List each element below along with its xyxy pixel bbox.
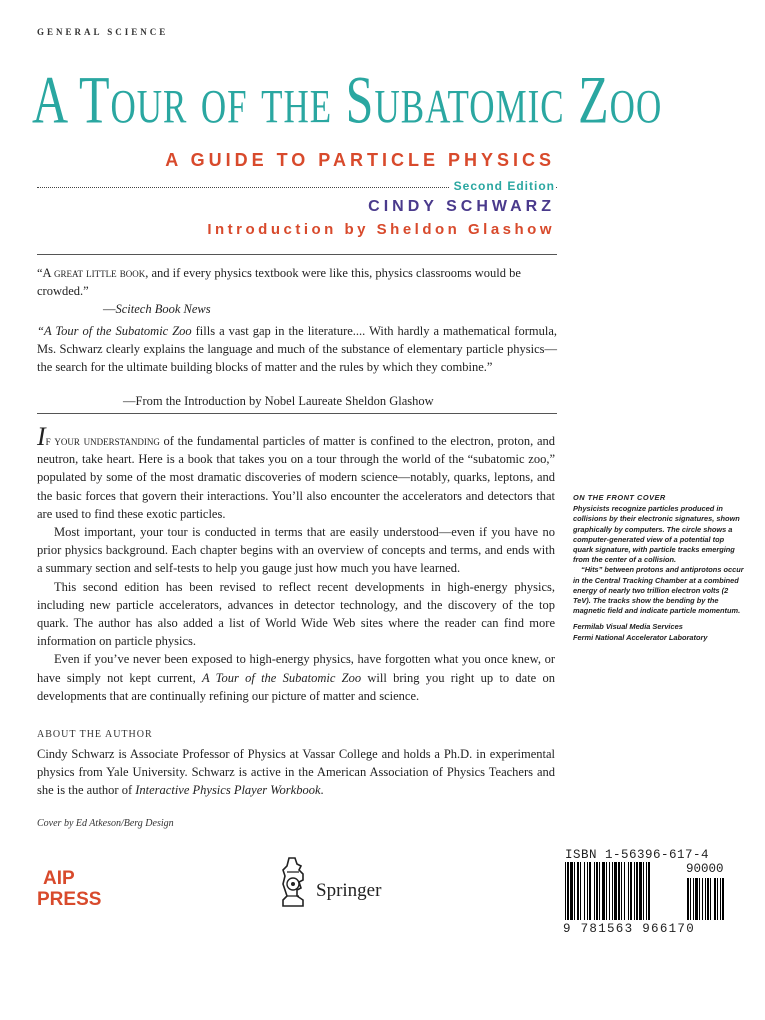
barcode-bar: [699, 878, 700, 920]
book-description: [37, 422, 555, 705]
ean-number: 9 781563 966170: [563, 922, 696, 936]
aip-logo-line1: AIP: [43, 868, 75, 889]
paragraph-text: Even if you’ve never been exposed to high-energy physics, have forgotten what you once knew, or have simply not kept current,: [37, 652, 555, 685]
barcode-bar: [636, 862, 638, 920]
barcode-bar: [690, 878, 691, 920]
quote-1-attribution: [103, 300, 211, 318]
barcode-bar: [639, 862, 642, 920]
description-paragraph-3: This second edition has been revised to reflect recent developments in high-energy physics, including new particle accelerators, advances in detector technology, and the discovery of the top quark. The author has also added a list of World Wide Web sites where the reader can find more information on particle physics.: [37, 579, 555, 649]
barcode-bar: [565, 862, 566, 920]
barcode-bar: [587, 862, 588, 920]
attribution-dash: —: [103, 302, 116, 316]
book-title-inline: A Tour of the Subatomic Zoo: [201, 670, 362, 685]
barcode-bar: [628, 862, 629, 920]
aip-logo-line2: PRESS: [37, 889, 101, 908]
quote-lead: “A great little book: [37, 266, 146, 280]
quote-text: , and if every physics textbook were like this, physics classrooms would be crowded.”: [37, 266, 521, 298]
sidebar-credit-2: Fermi National Accelerator Laboratory: [573, 632, 708, 642]
barcode-bar: [717, 878, 718, 920]
springer-wordmark: Springer: [316, 880, 382, 901]
barcode-bar: [584, 862, 585, 920]
springer-knight-icon: [277, 856, 309, 908]
barcode-bar: [705, 878, 706, 920]
middle-divider: [37, 413, 557, 414]
barcode-bar: [606, 862, 607, 920]
barcode-bar: [580, 862, 581, 920]
barcode-bar: [707, 878, 709, 920]
drop-cap: I: [37, 422, 46, 451]
barcode-bar: [695, 878, 698, 920]
barcode-bar: [630, 862, 632, 920]
barcode-bar: [612, 862, 613, 920]
review-quote-2: [37, 322, 557, 376]
paragraph-text: of the fundamental particles of matter is confined to the electron, proton, and neutron, take heart. Here is a book that takes you on a tour through the world of the “subatomic zoo,” populated by some of the most dramatic discoveries of modern science—notably, quarks, leptons, and the basic forces that govern their interactions. You’ll also encounter the accelerators and detectors that are used to find these exotic particles.: [37, 434, 555, 521]
barcode-bar: [722, 878, 724, 920]
sidebar-heading: ON THE FRONT COVER: [573, 493, 666, 502]
barcode-bar: [621, 862, 622, 920]
barcode-bar: [589, 862, 591, 920]
barcode-bar: [646, 862, 647, 920]
review-quote-1: [37, 264, 557, 300]
about-text: Cindy Schwarz is Associate Professor of Physics at Vassar College and holds a Ph.D. in experimental physics from Yale University. Schwarz is active in the American Association of Physics Teachers and she is the author of: [37, 747, 555, 798]
author-name: CINDY SCHWARZ: [368, 198, 555, 215]
description-paragraph-4: [37, 650, 555, 705]
description-paragraph-1: [37, 422, 555, 523]
barcode-bar: [710, 878, 711, 920]
paragraph-text-end: will bring you right up to date on developments that are continually refining our picture of matter and science.: [37, 670, 555, 703]
front-cover-note: [573, 493, 745, 643]
quote-lead: “A Tour of the Subatomic Zoo: [37, 324, 192, 338]
aip-press-logo: [37, 866, 101, 908]
category-label: GENERAL SCIENCE: [37, 27, 169, 37]
isbn-number: ISBN 1-56396-617-4: [565, 848, 710, 862]
top-divider: [37, 254, 557, 255]
sidebar-paragraph-2: “Hits” between protons and antiprotons occur in the Central Tracking Chamber at a combined energy of nearly two trillion electron volts (2 TeV). The tracks show the bending by the magnetic field and indicate particle momentum.: [573, 565, 744, 616]
sidebar-paragraph-1: Physicists recognize particles produced in collisions by their electronic signatures, shown graphically by computers. The circle shows a computer-generated view of a potential top quark signature, with particle tracks emerging from the center of a collision.: [573, 504, 740, 565]
description-paragraph-2: Most important, your tour is conducted in terms that are easily understood—even if you have no prior physics background. Each chapter begins with an overview of concepts and terms, and ends with a summary section and self-tests to help you gauge just how much you have learned.: [37, 525, 555, 576]
barcode-bar: [720, 878, 721, 920]
barcode-bar: [609, 862, 610, 920]
barcode-bar: [702, 878, 703, 920]
cover-credit: Cover by Ed Atkeson/Berg Design: [37, 818, 174, 829]
barcode-bar: [602, 862, 605, 920]
introduction-credit: Introduction by Sheldon Glashow: [207, 221, 555, 238]
edition-label: Second Edition: [450, 179, 555, 193]
barcode-bar: [693, 878, 694, 920]
barcode-bar: [614, 862, 617, 920]
barcode-bar: [567, 862, 569, 920]
barcode-bar: [574, 862, 575, 920]
quote-text: fills a vast gap in the literature.... With hardly a mathematical formula, Ms. Schwarz clearly explains the language and much of the substance of elementary particle physics—the search for the ultimate building blocks of matter and the rules by which they combine.”: [37, 324, 557, 374]
quote-2-attribution: —From the Introduction by Nobel Laureate Sheldon Glashow: [123, 394, 434, 408]
barcode-bar: [599, 862, 600, 920]
about-author-heading: ABOUT THE AUTHOR: [37, 729, 153, 740]
barcode-bar: [714, 878, 716, 920]
book-subtitle: A GUIDE TO PARTICLE PHYSICS: [165, 150, 555, 170]
about-author-text: [37, 745, 555, 800]
about-text-end: .: [320, 783, 324, 798]
price-code: 90000: [686, 862, 724, 876]
barcode-bar: [577, 862, 579, 920]
barcode-bar: [624, 862, 625, 920]
barcode-bar: [643, 862, 644, 920]
book-title: A Tour of the Subatomic Zoo: [32, 61, 663, 138]
barcode-bar: [634, 862, 635, 920]
sidebar-credit-1: Fermilab Visual Media Services: [573, 622, 683, 632]
barcode-bar: [570, 862, 573, 920]
barcode-bar: [594, 862, 595, 920]
barcode-bar: [687, 878, 689, 920]
attribution-source: Scitech Book News: [115, 302, 211, 316]
lead-words: f your understanding: [45, 434, 160, 448]
barcode-bar: [618, 862, 620, 920]
barcode-bar: [648, 862, 650, 920]
barcode-bar: [596, 862, 598, 920]
author-book-title: Interactive Physics Player Workbook: [135, 783, 321, 798]
